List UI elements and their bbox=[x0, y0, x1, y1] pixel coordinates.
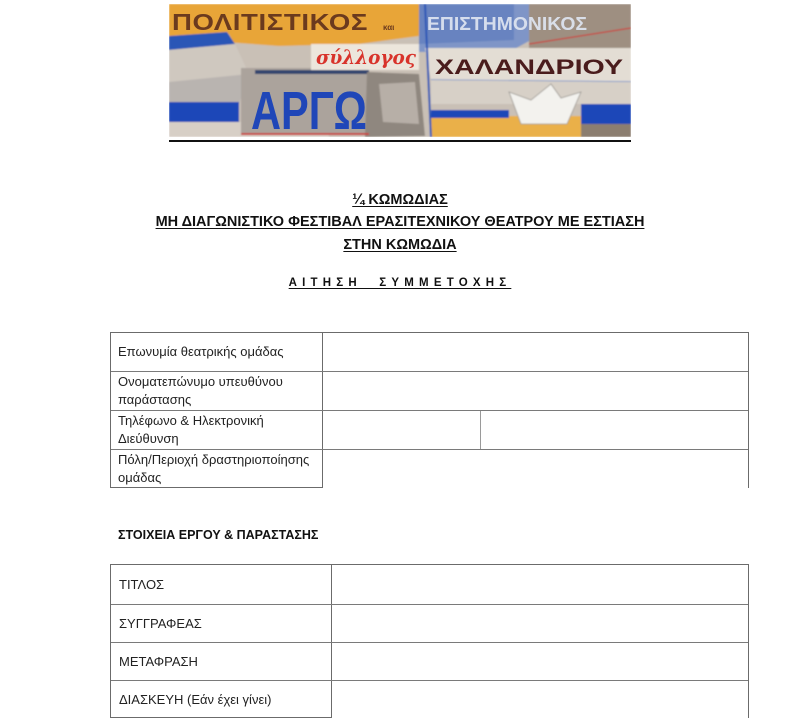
logo-text-politistikos: ΠΟΛΙΤΙΣΤΙΚΟΣ bbox=[172, 9, 368, 35]
table-row bbox=[111, 371, 748, 410]
field-label-adaptation: ΔΙΑΣΚΕΥΗ (Εάν έχει γίνει) bbox=[119, 691, 272, 707]
logo-text-sullogos: σύλλογος bbox=[316, 45, 417, 69]
table-row bbox=[111, 333, 748, 371]
translation-field[interactable] bbox=[331, 643, 748, 680]
table-row bbox=[111, 604, 748, 642]
group-name-field[interactable] bbox=[322, 333, 748, 371]
logo-text-xalandriou: ΧΑΛΑΝΔΡΙΟΥ bbox=[435, 56, 623, 79]
logo-underline-rule bbox=[169, 140, 631, 142]
argo-association-logo bbox=[169, 4, 631, 137]
field-label-phone-email: Τηλέφωνο & Ηλεκτρονική Διεύθυνση bbox=[118, 413, 264, 446]
logo-text-argo: ΑΡΓΩ bbox=[251, 81, 367, 137]
table-row bbox=[111, 410, 748, 449]
email-field[interactable] bbox=[480, 411, 748, 449]
adaptation-field[interactable] bbox=[331, 681, 748, 718]
work-details-section-title: ΣΤΟΙΧΕΙΑ ΕΡΓΟΥ & ΠΑΡΑΣΤΑΣΗΣ bbox=[118, 528, 319, 542]
logo-text-kai: και bbox=[383, 23, 395, 32]
city-area-field[interactable] bbox=[322, 450, 748, 488]
field-label-title: ΤΙΤΛΟΣ bbox=[119, 576, 165, 592]
festival-subtitle-heading: ΜΗ ΔΙΑΓΩΝΙΣΤΙΚΟ ΦΕΣΤΙΒΑΛ ΕΡΑΣΙΤΕΧΝΙΚΟΥ ΘΕΑΤΡΟΥ ΜΕ ΕΣΤΙΑΣΗ bbox=[155, 214, 645, 230]
field-label-group-name: Επωνυμία θεατρικής ομάδας bbox=[118, 344, 284, 359]
application-form-title: ΑΙΤΗΣΗ ΣΥΜΜΕΤΟΧΗΣ bbox=[288, 277, 512, 289]
work-details-table bbox=[110, 564, 749, 718]
field-label-translation: ΜΕΤΑΦΡΑΣΗ bbox=[119, 653, 198, 669]
logo-text-epistimonikos: ΕΠΙΣΤΗΜΟΝΙΚΟΣ bbox=[427, 14, 588, 34]
field-label-city-area: Πόλη/Περιοχή δραστηριοποίησης ομάδας bbox=[118, 452, 310, 485]
field-label-author: ΣΥΓΓΡΑΦΕΑΣ bbox=[119, 615, 202, 631]
logo-painting bbox=[169, 4, 631, 137]
group-details-table bbox=[110, 332, 749, 488]
festival-subtitle-heading-line2: ΣΤΗΝ ΚΩΜΩΔΙΑ bbox=[343, 237, 457, 253]
author-field[interactable] bbox=[331, 605, 748, 642]
table-row bbox=[111, 449, 748, 488]
table-row bbox=[111, 642, 748, 680]
table-row bbox=[111, 565, 748, 604]
title-field[interactable] bbox=[331, 565, 748, 604]
field-label-responsible-person: Ονοματεπώνυμο υπευθύνου παράστασης bbox=[118, 374, 283, 407]
responsible-person-field[interactable] bbox=[322, 372, 748, 410]
table-row bbox=[111, 680, 748, 718]
festival-name-heading: ¼ ΚΩΜΩΔΙΑΣ bbox=[352, 192, 448, 208]
